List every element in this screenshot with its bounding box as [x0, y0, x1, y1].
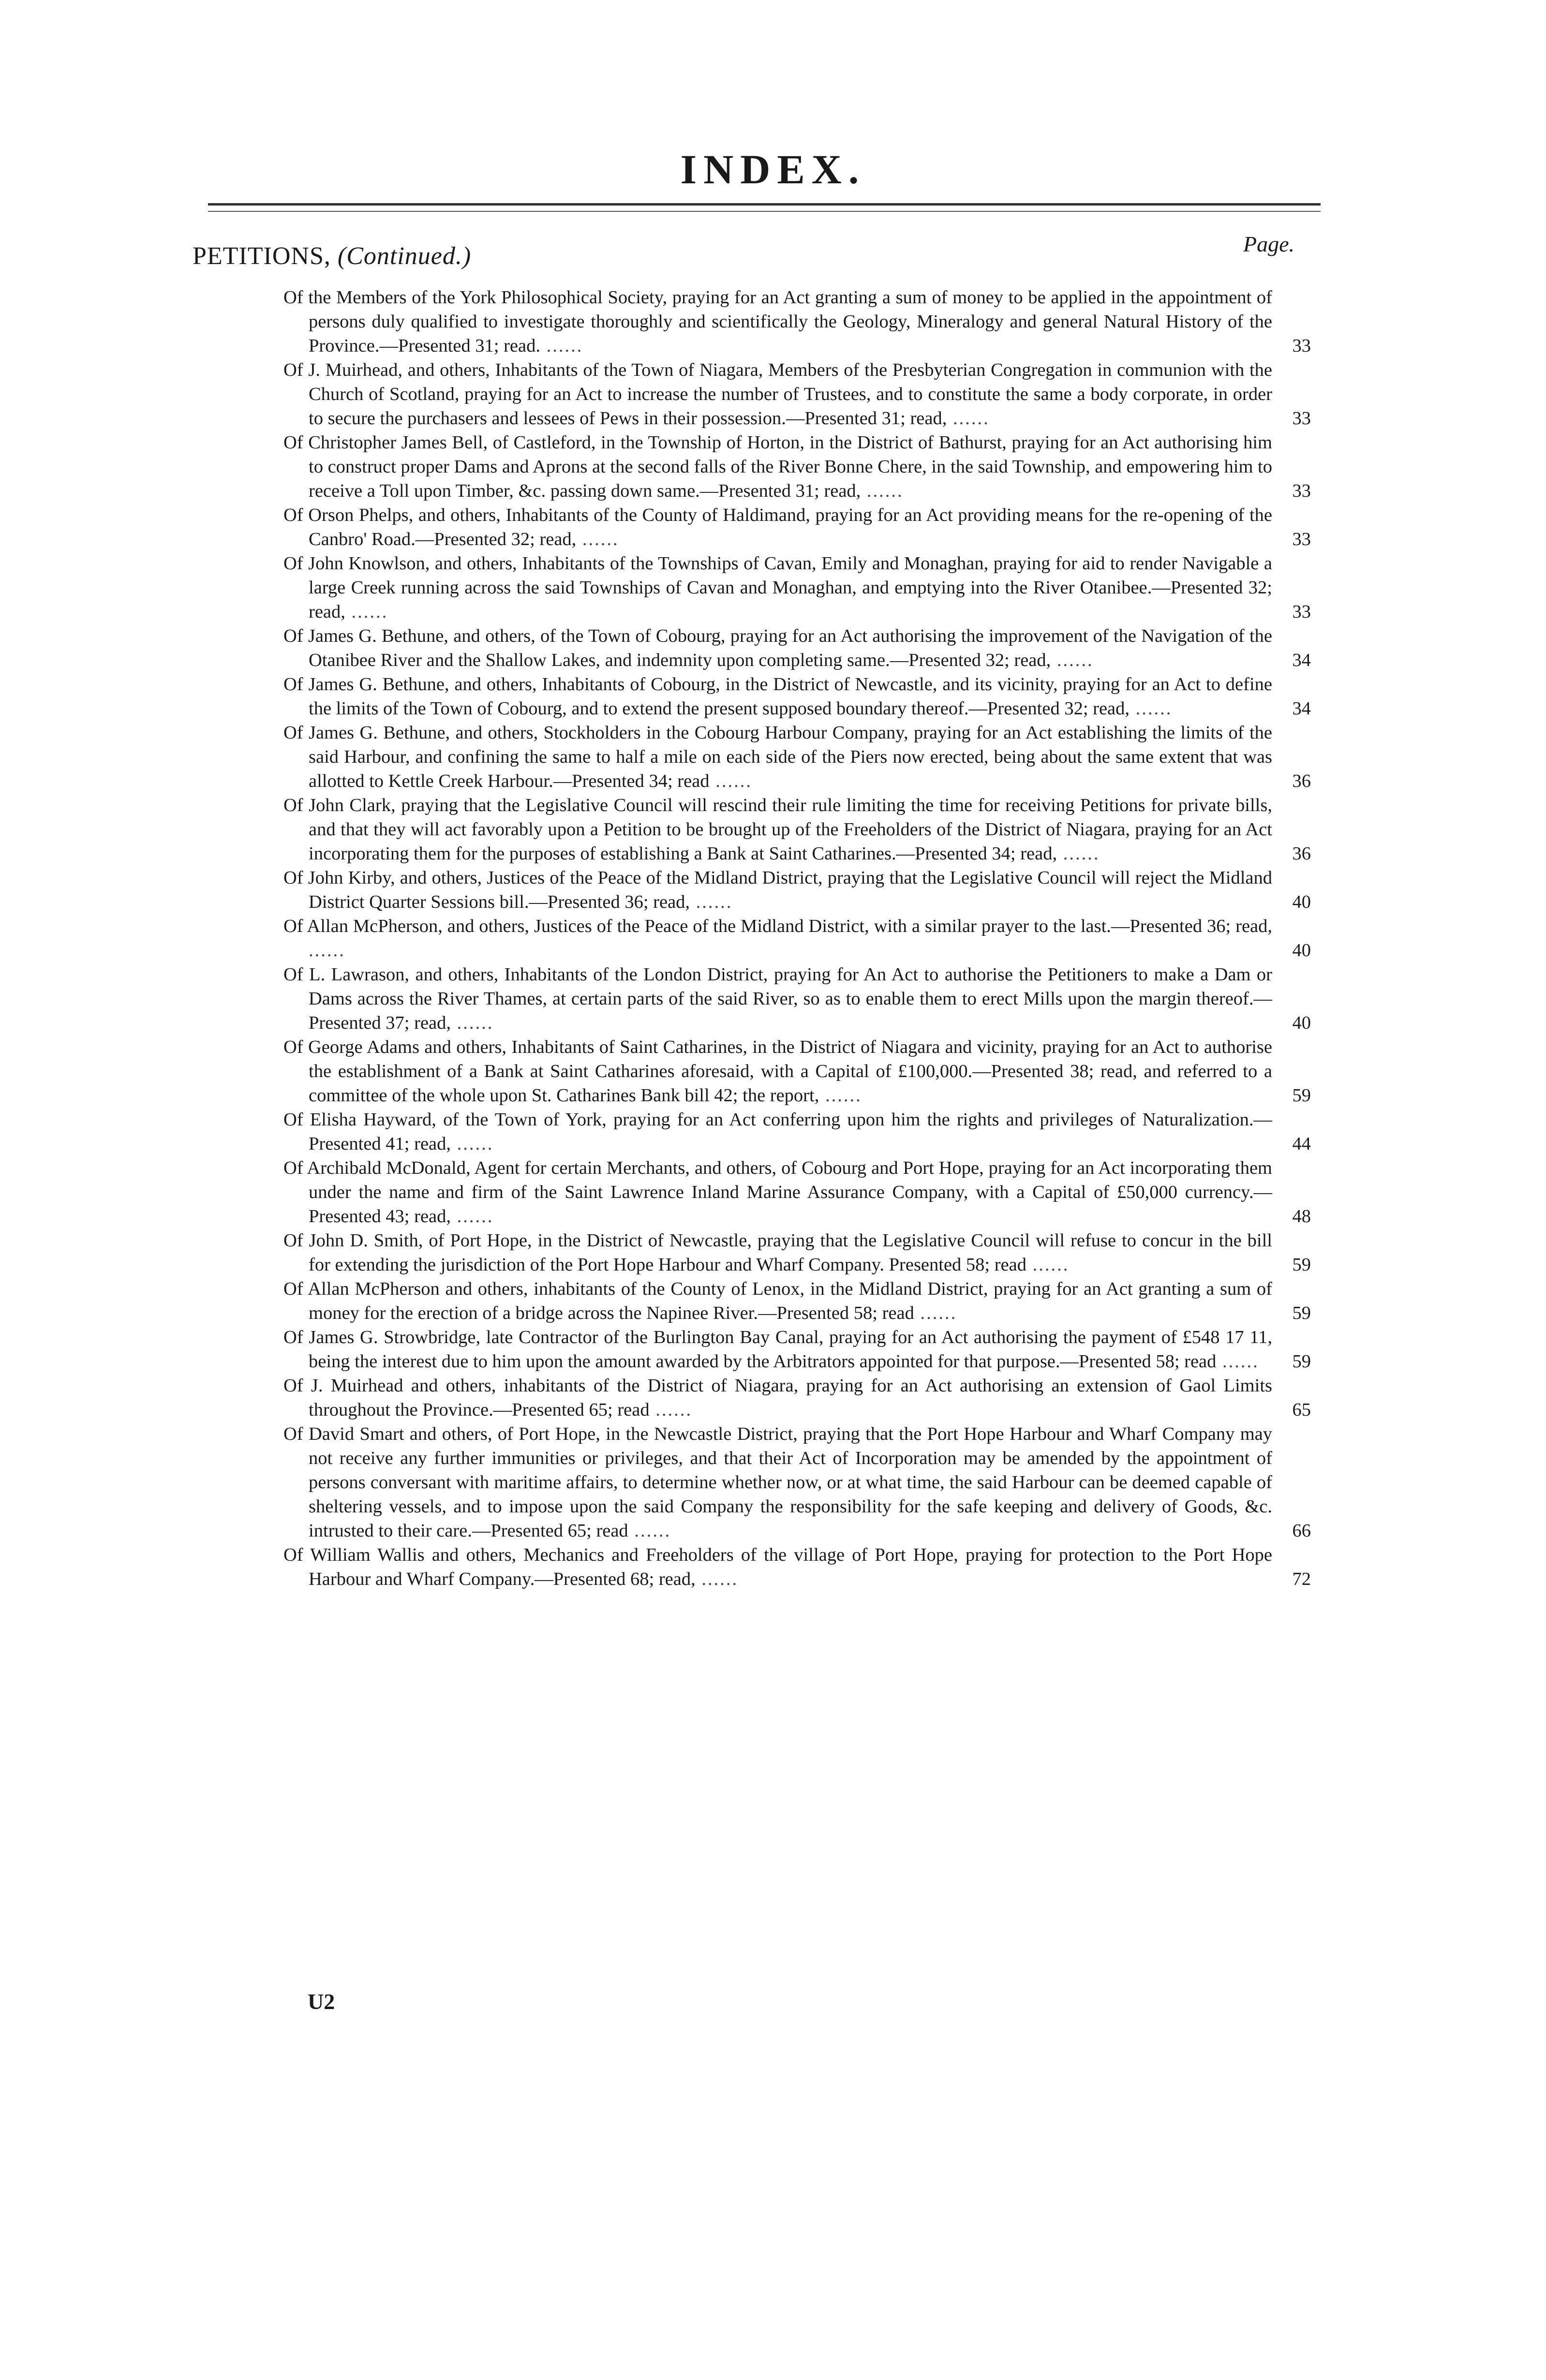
leader-dots: ......: [690, 892, 733, 912]
entry-text: Of Elisha Hayward, of the Town of York, praying for an Act conferring upon him the rights and privileges of Naturalization.—Presented 41; read,: [283, 1109, 1272, 1154]
entry-text: Of Orson Phelps, and others, Inhabitants of the County of Haldimand, praying for an Act providing means for the re-opening of the Canbro' Road.—Presented 32; read,: [283, 505, 1272, 549]
section-heading: [193, 242, 471, 270]
leader-dots: ......: [451, 1206, 494, 1227]
index-entry: [283, 1543, 1311, 1591]
leader-dots: ......: [1026, 1255, 1070, 1275]
index-entry: [283, 866, 1311, 914]
leader-dots: ......: [861, 481, 904, 501]
entry-text: Of Archibald McDonald, Agent for certain Merchants, and others, of Cobourg and Port Hope, praying for an Act incorporating them under the name and firm of the Saint Lawrence Inland Marine Assurance Company, with a Capital of £50,000 currency.—Presented 43; read,: [283, 1158, 1272, 1227]
entry-text: Of James G. Bethune, and others, Inhabitants of Cobourg, in the District of Newcastle, and its vicinity, praying for an Act to define the limits of the Town of Cobourg, and to extend the present supposed boundary thereof.—Presented 32; read,: [283, 674, 1272, 719]
leader-dots: ......: [309, 940, 345, 961]
index-entry: [283, 1156, 1311, 1228]
index-entry: [283, 1108, 1311, 1156]
entry-text: Of George Adams and others, Inhabitants of Saint Catharines, in the District of Niagara and vicinity, praying for an Act to authorise the establishment of a Bank at Saint Catharines aforesaid, with a Capital of £100,000.—Presented 38; read, and referred to a committee of the whole upon St. Catharines Bank bill 42; the report,: [283, 1037, 1272, 1106]
index-entry: [283, 1325, 1311, 1374]
entry-text: Of John D. Smith, of Port Hope, in the District of Newcastle, praying that the Legislative Council will refuse to concur in the bill for extending the jurisdiction of the Port Hope Harbour and Wharf Company. Presented 58; read: [283, 1230, 1272, 1275]
leader-dots: ......: [914, 1303, 957, 1323]
index-entry: [283, 672, 1311, 721]
section-label: PETITIONS,: [193, 242, 331, 270]
index-entry: [283, 624, 1311, 672]
leader-dots: ......: [819, 1085, 862, 1106]
entry-text: Of John Knowlson, and others, Inhabitants of the Townships of Cavan, Emily and Monaghan, praying for aid to render Navigable a large Creek running across the said Townships of Cavan and Monaghan, and emptying into the River Otanibee.—Presented 32; read,: [283, 553, 1272, 622]
entry-text: Of the Members of the York Philosophical Society, praying for an Act granting a sum of money to be applied in the appointment of persons duly qualified to investigate thoroughly and scientifically the Geology, Mineralogy and general Natural History of the Province.—Presented 31; read.: [283, 287, 1272, 356]
entry-page-number: 59: [1292, 1303, 1311, 1323]
index-entry: [283, 503, 1311, 551]
title-rule: [208, 203, 1321, 206]
entry-page-number: 34: [1292, 650, 1311, 670]
leader-dots: ......: [1130, 698, 1173, 719]
entry-page-number: 36: [1292, 771, 1311, 791]
index-entry: [283, 551, 1311, 624]
entry-text: Of James G. Bethune, and others, of the Town of Cobourg, praying for an Act authorising the improvement of the Navigation of the Otanibee River and the Shallow Lakes, and indemnity upon completing same.—Presented 32; read,: [283, 626, 1272, 670]
entry-page-number: 33: [1292, 529, 1311, 549]
page-column-heading: Page.: [1243, 232, 1295, 256]
leader-dots: ......: [540, 336, 583, 356]
entry-page-number: 33: [1292, 481, 1311, 501]
index-entry: [283, 285, 1311, 358]
entry-page-number: 59: [1292, 1085, 1311, 1106]
entry-page-number: 66: [1292, 1521, 1311, 1541]
entry-text: Of Allan McPherson and others, inhabitants of the County of Lenox, in the Midland District, praying for an Act granting a sum of money for the erection of a bridge across the Napinee River.—Presented 58; read: [283, 1279, 1272, 1323]
section-continued: (Continued.): [337, 242, 472, 270]
entry-page-number: 72: [1292, 1569, 1311, 1589]
index-entry: [283, 1422, 1311, 1543]
entry-page-number: 65: [1292, 1400, 1311, 1420]
leader-dots: ......: [649, 1400, 692, 1420]
leader-dots: ......: [451, 1013, 494, 1033]
index-entry: [283, 793, 1311, 866]
index-entry: [283, 1035, 1311, 1108]
index-entry: [283, 721, 1311, 793]
title-rule-thin: [208, 211, 1321, 212]
entry-page-number: 44: [1292, 1134, 1311, 1154]
leader-dots: ......: [709, 771, 752, 791]
entry-text: Of Allan McPherson, and others, Justices of the Peace of the Midland District, with a similar prayer to the last.—Presented 36; read,: [283, 916, 1272, 936]
entry-page-number: 40: [1292, 892, 1311, 912]
entry-page-number: 33: [1292, 602, 1311, 622]
entry-text: Of William Wallis and others, Mechanics and Freeholders of the village of Port Hope, praying for protection to the Port Hope Harbour and Wharf Company.—Presented 68; read,: [283, 1545, 1272, 1589]
leader-dots: ......: [576, 529, 619, 549]
index-entry: [283, 1277, 1311, 1325]
index-entries: [283, 285, 1311, 1591]
leader-dots: ......: [695, 1569, 739, 1589]
entry-text: Of John Kirby, and others, Justices of the Peace of the Midland District, praying that the Legislative Council will reject the Midland District Quarter Sessions bill.—Presented 36; read,: [283, 868, 1272, 912]
entry-text: Of David Smart and others, of Port Hope, in the Newcastle District, praying that the Port Hope Harbour and Wharf Company may not receive any further immunities or privileges, and that their Act of Incorporation may be amended by the appointment of persons conversant with maritime affairs, to determine whether now, or at what time, the said Harbour can be deemed capable of sheltering vessels, and to impose upon the said Company the responsibility for the safe keeping and delivery of Goods, &c. intrusted to their care.—Presented 65; read: [283, 1424, 1272, 1541]
index-entry: [283, 1228, 1311, 1277]
index-entry: [283, 1374, 1311, 1422]
entry-page-number: 40: [1292, 940, 1311, 961]
page-title: INDEX.: [680, 146, 866, 192]
entry-text: Of Christopher James Bell, of Castleford, in the Township of Horton, in the District of Bathurst, praying for an Act authorising him to construct proper Dams and Aprons at the second falls of the River Bonne Chere, in the said Township, and empowering him to receive a Toll upon Timber, &c. passing down same.—Presented 31; read,: [283, 432, 1272, 501]
entry-page-number: 48: [1292, 1206, 1311, 1227]
signature-mark: U2: [308, 1989, 335, 2014]
entry-text: Of J. Muirhead and others, inhabitants of the District of Niagara, praying for an Act authorising an extension of Gaol Limits throughout the Province.—Presented 65; read: [283, 1375, 1272, 1420]
leader-dots: ......: [451, 1134, 494, 1154]
entry-page-number: 33: [1292, 408, 1311, 429]
leader-dots: ......: [628, 1521, 671, 1541]
entry-text: Of L. Lawrason, and others, Inhabitants of the London District, praying for An Act to authorise the Petitioners to make a Dam or Dams across the River Thames, at certain parts of the said River, so as to enable them to erect Mills upon the margin thereof.—Presented 37; read,: [283, 964, 1272, 1033]
entry-page-number: 33: [1292, 336, 1311, 356]
leader-dots: ......: [947, 408, 990, 429]
entry-text: Of J. Muirhead, and others, Inhabitants of the Town of Niagara, Members of the Presbyterian Congregation in communion with the Church of Scotland, praying for an Act to increase the number of Trustees, and to constitute the same a body corporate, in order to secure the purchasers and lessees of Pews in their possession.—Presented 31; read,: [283, 360, 1272, 429]
index-entry: [283, 962, 1311, 1035]
entry-page-number: 40: [1292, 1013, 1311, 1033]
index-entry: [283, 430, 1311, 503]
entry-page-number: 59: [1292, 1351, 1311, 1372]
entry-text: Of James G. Strowbridge, late Contractor of the Burlington Bay Canal, praying for an Act authorising the payment of £548 17 11, being the interest due to him upon the amount awarded by the Arbitrators appointed for that purpose.—Presented 58; read: [283, 1327, 1272, 1372]
entry-text: Of John Clark, praying that the Legislative Council will rescind their rule limiting the time for receiving Petitions for private bills, and that they will act favorably upon a Petition to be brought up of the Freeholders of the District of Niagara, praying for an Act incorporating them for the purposes of establishing a Bank at Saint Catharines.—Presented 34; read,: [283, 795, 1272, 864]
entry-page-number: 59: [1292, 1255, 1311, 1275]
entry-page-number: 36: [1292, 843, 1311, 864]
leader-dots: ......: [1216, 1351, 1259, 1372]
leader-dots: ......: [1051, 650, 1094, 670]
entry-page-number: 34: [1292, 698, 1311, 719]
index-entry: [283, 914, 1311, 962]
leader-dots: ......: [1057, 843, 1100, 864]
entry-text: Of James G. Bethune, and others, Stockholders in the Cobourg Harbour Company, praying for an Act establishing the limits of the said Harbour, and confining the same to half a mile on each side of the Piers now erected, being about the same extent that was allotted to Kettle Creek Harbour.—Presented 34; read: [283, 723, 1272, 791]
index-entry: [283, 358, 1311, 430]
leader-dots: ......: [345, 602, 388, 622]
